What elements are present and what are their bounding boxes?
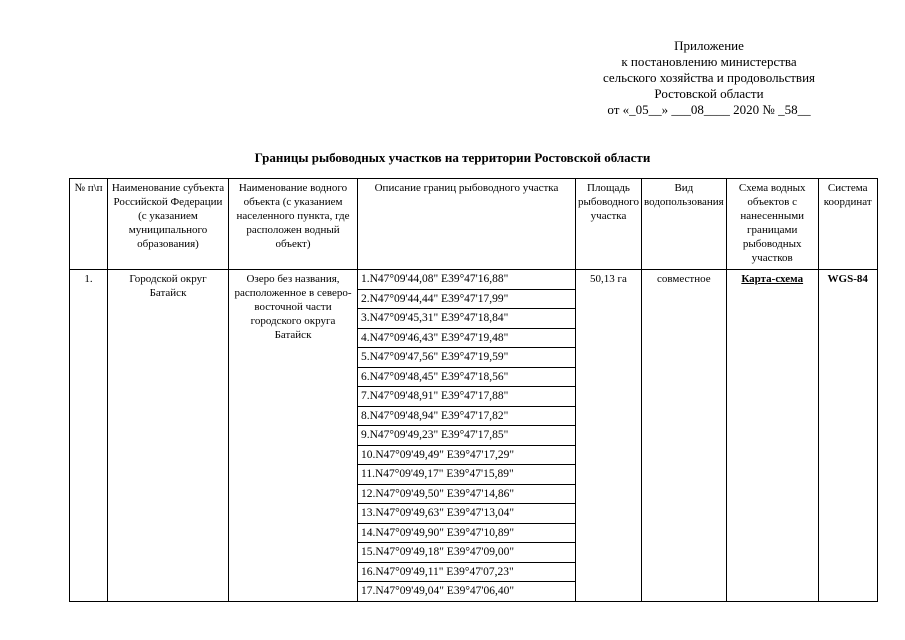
cell-scheme — [726, 270, 818, 602]
coordinate-point: 5.N47°09'47,56" E39°47'19,59" — [358, 348, 575, 368]
header-line-appendix: Приложение — [674, 38, 744, 53]
coordinate-point: 7.N47°09'48,91" E39°47'17,88" — [358, 387, 575, 407]
table-header-row — [70, 179, 878, 270]
coordinate-point: 14.N47°09'49,90" E39°47'10,89" — [358, 524, 575, 544]
header-coordinate-system: Система координат — [818, 179, 877, 270]
cell-water-object: Озеро без названия, расположенное в северо-восточной части городского округа Батайск — [229, 270, 358, 602]
cell-area: 50,13 га — [576, 270, 642, 602]
table-row — [70, 270, 878, 602]
coordinate-point: 9.N47°09'49,23" E39°47'17,85" — [358, 426, 575, 446]
coordinate-point: 15.N47°09'49,18" E39°47'09,00" — [358, 543, 575, 563]
header-line-ministry: сельского хозяйства и продовольствия — [602, 70, 816, 85]
coordinate-point: 17.N47°09'49,04" E39°47'06,40" — [361, 585, 515, 597]
coordinate-point: 16.N47°09'49,11" E39°47'07,23" — [358, 563, 575, 583]
header-num: № п\п — [70, 179, 108, 270]
coordinate-point: 12.N47°09'49,50" E39°47'14,86" — [358, 485, 575, 505]
appendix-header — [570, 38, 848, 118]
header-water-use-type: Вид водопользования — [642, 179, 727, 270]
cell-num: 1. — [70, 270, 108, 602]
header-line-resolution: к постановлению министерства — [621, 54, 797, 69]
header-scheme: Схема водных объектов с нанесенными границами рыбоводных участков — [726, 179, 818, 270]
coordinate-point: 6.N47°09'48,45" E39°47'18,56" — [358, 368, 575, 388]
coordinate-point: 4.N47°09'46,43" E39°47'19,48" — [358, 329, 575, 349]
coordinate-point: 1.N47°09'44,08" E39°47'16,88" — [358, 270, 575, 290]
coordinate-point: 2.N47°09'44,44" E39°47'17,99" — [358, 290, 575, 310]
coordinate-list — [358, 270, 575, 601]
coordinate-point: 13.N47°09'49,63" E39°47'13,04" — [358, 504, 575, 524]
coordinate-point: 8.N47°09'48,94" E39°47'17,82" — [358, 407, 575, 427]
fish-farming-plots-table — [69, 178, 878, 602]
header-area: Площадь рыбоводного участка — [576, 179, 642, 270]
coordinate-point: 3.N47°09'45,31" E39°47'18,84" — [358, 309, 575, 329]
coordinate-point: 11.N47°09'49,17" E39°47'15,89" — [358, 465, 575, 485]
coordinate-point: 10.N47°09'49,49" E39°47'17,29" — [358, 446, 575, 466]
cell-subject: Городской округ Батайск — [108, 270, 229, 602]
header-boundary-description: Описание границ рыбоводного участка — [358, 179, 576, 270]
header-subject: Наименование субъекта Российской Федерации (с указанием муниципального образования) — [108, 179, 229, 270]
cell-coordinate-system: WGS-84 — [818, 270, 877, 602]
document-title: Границы рыбоводных участков на территории Ростовской области — [254, 150, 651, 165]
header-water-object: Наименование водного объекта (с указанием населенного пункта, где расположен водный объект) — [229, 179, 358, 270]
map-scheme-link[interactable]: Карта-схема — [741, 273, 804, 285]
header-line-region: Ростовской области — [654, 86, 764, 101]
header-line-date-number: от «_05__» ___08____ 2020 № _58__ — [607, 102, 811, 117]
cell-water-use-type: совместное — [642, 270, 727, 602]
cell-coordinates — [358, 270, 576, 602]
